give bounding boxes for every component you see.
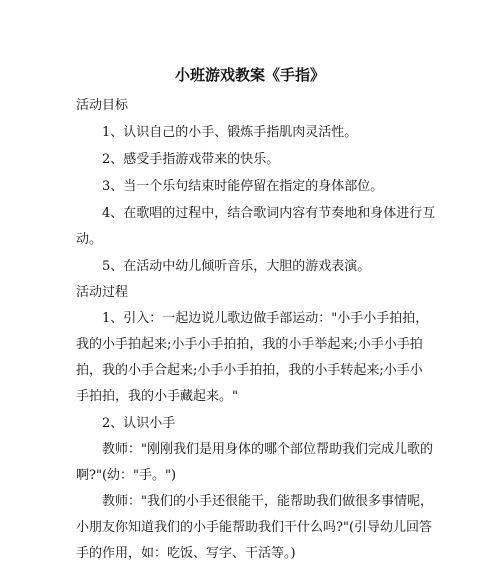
intro-line-3: 拍，我的小手合起来;小手小手拍拍，我的小手转起来;小手小 bbox=[76, 363, 423, 378]
goal-item-1: 1、认识自己的小手、锻炼手指肌肉灵活性。 bbox=[102, 125, 358, 140]
page-title: 小班游戏教案《手指》 bbox=[174, 66, 325, 84]
process-heading: 活动过程 bbox=[76, 285, 129, 300]
goal-item-4-line-1: 4、在歌唱的过程中，结合歌词内容有节奏地和身体进行互 bbox=[102, 206, 436, 221]
goals-heading: 活动目标 bbox=[76, 98, 129, 113]
teacher-question-2-line-2: 小朋友你知道我们的小手能帮助我们干什么吗?"(引导幼儿回答 bbox=[76, 520, 433, 535]
goal-item-5: 5、在活动中幼儿倾听音乐，大胆的游戏表演。 bbox=[102, 259, 371, 274]
intro-line-2: 我的小手拍起来;小手小手拍拍，我的小手举起来;小手小手拍 bbox=[76, 337, 423, 352]
intro-line-1: 1、引入：一起边说儿歌边做手部运动："小手小手拍拍， bbox=[102, 311, 429, 326]
teacher-question-1-line-1: 教师："刚刚我们是用身体的哪个部位帮助我们完成儿歌的 bbox=[102, 442, 433, 457]
goal-item-4-line-2: 动。 bbox=[76, 232, 103, 247]
know-hand-heading: 2、认识小手 bbox=[102, 416, 176, 431]
teacher-question-2-line-3: 手的作用，如：吃饭、写字、干活等。) bbox=[76, 546, 296, 561]
goal-item-2: 2、感受手指游戏带来的快乐。 bbox=[102, 152, 280, 167]
goal-item-3: 3、当一个乐句结束时能停留在指定的身体部位。 bbox=[102, 179, 384, 194]
teacher-question-2-line-1: 教师："我们的小手还很能干，能帮助我们做很多事情呢， bbox=[102, 494, 433, 509]
intro-line-4: 手拍拍，我的小手藏起来。" bbox=[76, 389, 238, 404]
teacher-question-1-line-2: 啊?"(幼："手。") bbox=[76, 468, 177, 483]
